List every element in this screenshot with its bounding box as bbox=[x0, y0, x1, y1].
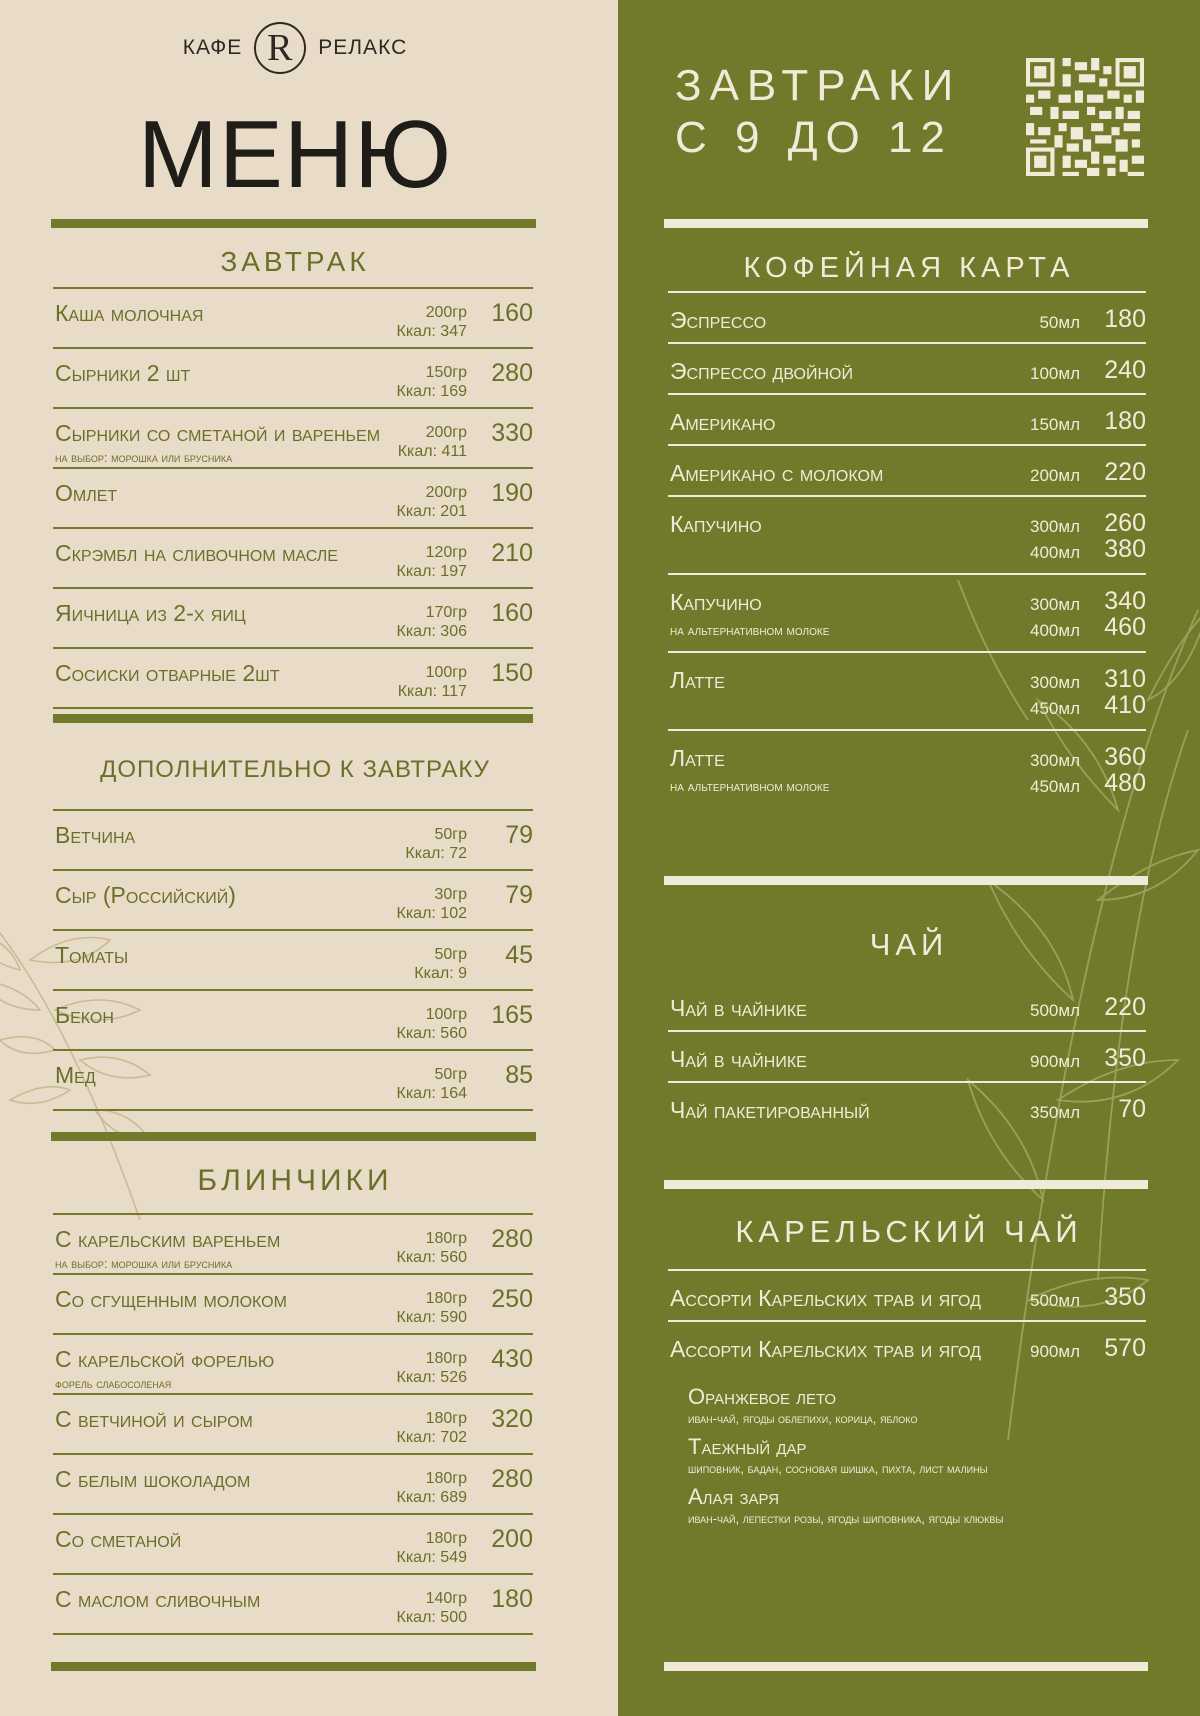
drink-item bbox=[668, 1083, 1146, 1134]
drink-item bbox=[668, 1271, 1146, 1322]
divider bbox=[51, 219, 536, 228]
menu-item bbox=[53, 931, 533, 991]
drink-volume: 300мл bbox=[1030, 673, 1080, 692]
item-price: 79 bbox=[505, 881, 533, 909]
drink-name: Чай в чайнике bbox=[670, 995, 807, 1021]
drink-name: Латте bbox=[670, 745, 725, 771]
drink-name: Капучино bbox=[670, 589, 762, 615]
item-note: на выбор: морошка или брусника bbox=[55, 1256, 233, 1271]
tea-blend bbox=[688, 1434, 1168, 1476]
brand-left: КАФЕ bbox=[182, 36, 243, 59]
item-name: С маслом сливочным bbox=[55, 1586, 261, 1612]
divider bbox=[664, 1180, 1148, 1189]
drink-volume: 450мл bbox=[1030, 699, 1080, 718]
drink-volume: 50мл bbox=[1039, 313, 1080, 332]
drink-item bbox=[668, 344, 1146, 395]
item-name: Омлет bbox=[55, 480, 118, 506]
item-name: С карельской форелью bbox=[55, 1346, 275, 1372]
drink-volume: 200мл bbox=[1030, 466, 1080, 485]
item-portion: 200гр bbox=[425, 304, 467, 321]
drink-note: на альтернативном молоке bbox=[670, 622, 830, 638]
item-price: 160 bbox=[491, 299, 533, 327]
menu-item bbox=[53, 409, 533, 469]
divider bbox=[664, 1662, 1148, 1671]
drink-volume: 150мл bbox=[1030, 415, 1080, 434]
item-calories: Ккал: 549 bbox=[396, 1549, 467, 1566]
menu-item bbox=[53, 1335, 533, 1395]
blend-description: иван-чай, ягоды облепихи, корица, яблоко bbox=[688, 1411, 918, 1426]
item-portion: 140гр bbox=[425, 1590, 467, 1607]
item-portion: 180гр bbox=[425, 1350, 467, 1367]
drink-price: 570 bbox=[1104, 1334, 1146, 1362]
drink-name: Эспрессо bbox=[670, 307, 767, 333]
item-name: Со сметаной bbox=[55, 1526, 182, 1552]
blend-name: Таежный дар bbox=[688, 1434, 807, 1459]
drink-volume: 400мл bbox=[1030, 543, 1080, 562]
item-calories: Ккал: 102 bbox=[396, 905, 467, 922]
item-name: Яичница из 2-х яиц bbox=[55, 600, 246, 626]
item-price: 45 bbox=[505, 941, 533, 969]
menu-item bbox=[53, 991, 533, 1051]
menu-item bbox=[53, 1395, 533, 1455]
coffee-list bbox=[668, 293, 1146, 809]
hours-line1: ЗАВТРАКИ bbox=[675, 61, 962, 110]
menu-item bbox=[53, 649, 533, 709]
breakfast-hours bbox=[675, 60, 961, 164]
menu-item bbox=[53, 589, 533, 649]
drink-item bbox=[668, 1032, 1146, 1083]
item-calories: Ккал: 117 bbox=[397, 683, 467, 700]
item-calories: Ккал: 169 bbox=[396, 383, 467, 400]
item-name: Каша молочная bbox=[55, 300, 204, 326]
section-title-pancakes: БЛИНЧИКИ bbox=[197, 1164, 393, 1197]
item-portion: 180гр bbox=[425, 1410, 467, 1427]
menu-item bbox=[53, 1275, 533, 1335]
drink-price: 380 bbox=[1104, 535, 1146, 563]
section-title-breakfast: ЗАВТРАК bbox=[220, 246, 370, 277]
item-portion: 120гр bbox=[425, 544, 467, 561]
item-calories: Ккал: 526 bbox=[396, 1369, 467, 1386]
drink-item bbox=[668, 731, 1146, 809]
divider bbox=[664, 219, 1148, 228]
item-portion: 180гр bbox=[425, 1230, 467, 1247]
drink-price: 70 bbox=[1118, 1095, 1146, 1123]
tea-list bbox=[668, 981, 1146, 1134]
drink-price: 350 bbox=[1104, 1283, 1146, 1311]
drink-item bbox=[668, 446, 1146, 497]
item-price: 180 bbox=[491, 1585, 533, 1613]
item-calories: Ккал: 201 bbox=[396, 503, 467, 520]
item-note: на выбор: морошка или брусника bbox=[55, 450, 233, 465]
tea-blend bbox=[688, 1484, 1168, 1526]
blend-name: Оранжевое лето bbox=[688, 1384, 837, 1409]
qr-code-icon[interactable] bbox=[1026, 58, 1144, 176]
item-price: 85 bbox=[505, 1061, 533, 1089]
menu-item bbox=[53, 529, 533, 589]
drink-item bbox=[668, 653, 1146, 731]
page-title: МЕНЮ bbox=[137, 101, 453, 208]
divider bbox=[53, 714, 533, 723]
item-name: Ветчина bbox=[55, 822, 136, 848]
drink-name: Чай пакетированный bbox=[670, 1097, 870, 1123]
drink-name: Эспрессо двойной bbox=[670, 358, 853, 384]
item-calories: Ккал: 500 bbox=[396, 1609, 467, 1626]
menu-item bbox=[53, 871, 533, 931]
item-portion: 200гр bbox=[425, 484, 467, 501]
item-portion: 50гр bbox=[434, 1066, 467, 1083]
drink-price: 240 bbox=[1104, 356, 1146, 384]
item-price: 330 bbox=[491, 419, 533, 447]
drink-name: Американо с молоком bbox=[670, 460, 884, 486]
item-calories: Ккал: 164 bbox=[396, 1085, 467, 1102]
item-portion: 180гр bbox=[425, 1290, 467, 1307]
drink-volume: 300мл bbox=[1030, 517, 1080, 536]
item-calories: Ккал: 197 bbox=[396, 563, 467, 580]
drink-price: 460 bbox=[1104, 613, 1146, 641]
drink-name: Латте bbox=[670, 667, 725, 693]
drink-name: Чай в чайнике bbox=[670, 1046, 807, 1072]
item-price: 250 bbox=[491, 1285, 533, 1313]
drink-item bbox=[668, 575, 1146, 653]
divider bbox=[51, 1132, 536, 1141]
divider bbox=[664, 876, 1148, 885]
menu-item bbox=[53, 1455, 533, 1515]
karelian-list bbox=[668, 1271, 1146, 1373]
drink-price: 260 bbox=[1104, 509, 1146, 537]
item-name: Сырники со сметаной и вареньем bbox=[55, 420, 381, 446]
item-calories: Ккал: 72 bbox=[405, 845, 467, 862]
drink-item bbox=[668, 1322, 1146, 1373]
item-calories: Ккал: 347 bbox=[396, 323, 467, 340]
drink-price: 220 bbox=[1104, 458, 1146, 486]
item-price: 165 bbox=[491, 1001, 533, 1029]
item-name: С карельским вареньем bbox=[55, 1226, 281, 1252]
item-name: Сырники 2 шт bbox=[55, 360, 191, 386]
hours-line2: С 9 ДО 12 bbox=[675, 113, 953, 162]
tea-blends bbox=[688, 1384, 1168, 1534]
item-price: 79 bbox=[505, 821, 533, 849]
drink-price: 180 bbox=[1104, 305, 1146, 333]
drink-price: 350 bbox=[1104, 1044, 1146, 1072]
extras-list bbox=[53, 811, 533, 1111]
drink-price: 180 bbox=[1104, 407, 1146, 435]
drink-volume: 100мл bbox=[1030, 364, 1080, 383]
item-calories: Ккал: 411 bbox=[397, 443, 467, 460]
drink-price: 360 bbox=[1104, 743, 1146, 771]
item-portion: 180гр bbox=[425, 1530, 467, 1547]
menu-item bbox=[53, 1215, 533, 1275]
menu-item bbox=[53, 1051, 533, 1111]
drink-item bbox=[668, 395, 1146, 446]
drink-item bbox=[668, 497, 1146, 575]
item-price: 320 bbox=[491, 1405, 533, 1433]
drink-price: 220 bbox=[1104, 993, 1146, 1021]
section-title-karelian: КАРЕЛЬСКИЙ ЧАЙ bbox=[735, 1214, 1083, 1249]
tea-blend bbox=[688, 1384, 1168, 1426]
drink-volume: 300мл bbox=[1030, 751, 1080, 770]
item-portion: 180гр bbox=[425, 1470, 467, 1487]
item-portion: 150гр bbox=[425, 364, 467, 381]
brand bbox=[0, 22, 590, 74]
breakfast-list bbox=[53, 289, 533, 709]
drink-volume: 300мл bbox=[1030, 595, 1080, 614]
menu-item bbox=[53, 1515, 533, 1575]
item-price: 160 bbox=[491, 599, 533, 627]
item-name: Сосиски отварные 2шт bbox=[55, 660, 280, 686]
item-name: Сыр (Российский) bbox=[55, 882, 236, 908]
item-calories: Ккал: 9 bbox=[414, 965, 467, 982]
item-note: форель слабосоленая bbox=[55, 1376, 172, 1391]
item-price: 280 bbox=[491, 1465, 533, 1493]
item-price: 200 bbox=[491, 1525, 533, 1553]
section-title-tea: ЧАЙ bbox=[869, 927, 949, 962]
blend-description: иван-чай, лепестки розы, ягоды шиповника, ягоды клюквы bbox=[688, 1511, 1004, 1526]
item-price: 210 bbox=[491, 539, 533, 567]
drink-volume: 450мл bbox=[1030, 777, 1080, 796]
item-name: Бекон bbox=[55, 1002, 114, 1028]
item-calories: Ккал: 689 bbox=[396, 1489, 467, 1506]
right-panel bbox=[618, 0, 1200, 1716]
drink-volume: 350мл bbox=[1030, 1103, 1080, 1122]
drink-volume: 900мл bbox=[1030, 1052, 1080, 1071]
pancakes-list bbox=[53, 1215, 533, 1635]
section-title-extras: ДОПОЛНИТЕЛЬНО К ЗАВТРАКУ bbox=[100, 756, 490, 783]
item-price: 150 bbox=[491, 659, 533, 687]
item-portion: 100гр bbox=[425, 1006, 467, 1023]
menu-item bbox=[53, 349, 533, 409]
item-price: 190 bbox=[491, 479, 533, 507]
menu-item bbox=[53, 289, 533, 349]
logo: R bbox=[254, 22, 306, 74]
item-name: Мед bbox=[55, 1062, 96, 1088]
drink-price: 340 bbox=[1104, 587, 1146, 615]
item-portion: 170гр bbox=[425, 604, 467, 621]
drink-name: Ассорти Карельских трав и ягод bbox=[670, 1285, 981, 1311]
item-name: С ветчиной и сыром bbox=[55, 1406, 253, 1432]
drink-name: Американо bbox=[670, 409, 776, 435]
item-portion: 50гр bbox=[434, 946, 467, 963]
item-calories: Ккал: 590 bbox=[396, 1309, 467, 1326]
item-price: 280 bbox=[491, 1225, 533, 1253]
brand-right: РЕЛАКС bbox=[318, 36, 408, 59]
drink-item bbox=[668, 981, 1146, 1032]
item-portion: 200гр bbox=[425, 424, 467, 441]
drink-note: на альтернативном молоке bbox=[670, 778, 830, 794]
menu-item bbox=[53, 469, 533, 529]
menu-item bbox=[53, 1575, 533, 1635]
item-portion: 50гр bbox=[434, 826, 467, 843]
item-calories: Ккал: 306 bbox=[396, 623, 467, 640]
item-calories: Ккал: 560 bbox=[396, 1249, 467, 1266]
item-name: Скрэмбл на сливочном масле bbox=[55, 540, 338, 566]
item-name: Со сгущенным молоком bbox=[55, 1286, 287, 1312]
item-name: С белым шоколадом bbox=[55, 1466, 251, 1492]
drink-name: Ассорти Карельских трав и ягод bbox=[670, 1336, 981, 1362]
menu-item bbox=[53, 811, 533, 871]
drink-volume: 500мл bbox=[1030, 1291, 1080, 1310]
drink-volume: 500мл bbox=[1030, 1001, 1080, 1020]
drink-price: 310 bbox=[1104, 665, 1146, 693]
item-price: 430 bbox=[491, 1345, 533, 1373]
drink-volume: 400мл bbox=[1030, 621, 1080, 640]
section-title-coffee: КОФЕЙНАЯ КАРТА bbox=[743, 252, 1075, 284]
blend-name: Алая заря bbox=[688, 1484, 780, 1509]
drink-price: 410 bbox=[1104, 691, 1146, 719]
item-price: 280 bbox=[491, 359, 533, 387]
divider bbox=[51, 1662, 536, 1671]
blend-description: шиповник, бадан, сосновая шишка, пихта, лист малины bbox=[688, 1461, 988, 1476]
drink-item bbox=[668, 293, 1146, 344]
drink-price: 480 bbox=[1104, 769, 1146, 797]
item-name: Томаты bbox=[55, 942, 129, 968]
item-portion: 30гр bbox=[434, 886, 467, 903]
item-portion: 100гр bbox=[425, 664, 467, 681]
drink-name: Капучино bbox=[670, 511, 762, 537]
item-calories: Ккал: 560 bbox=[396, 1025, 467, 1042]
drink-volume: 900мл bbox=[1030, 1342, 1080, 1361]
item-calories: Ккал: 702 bbox=[396, 1429, 467, 1446]
